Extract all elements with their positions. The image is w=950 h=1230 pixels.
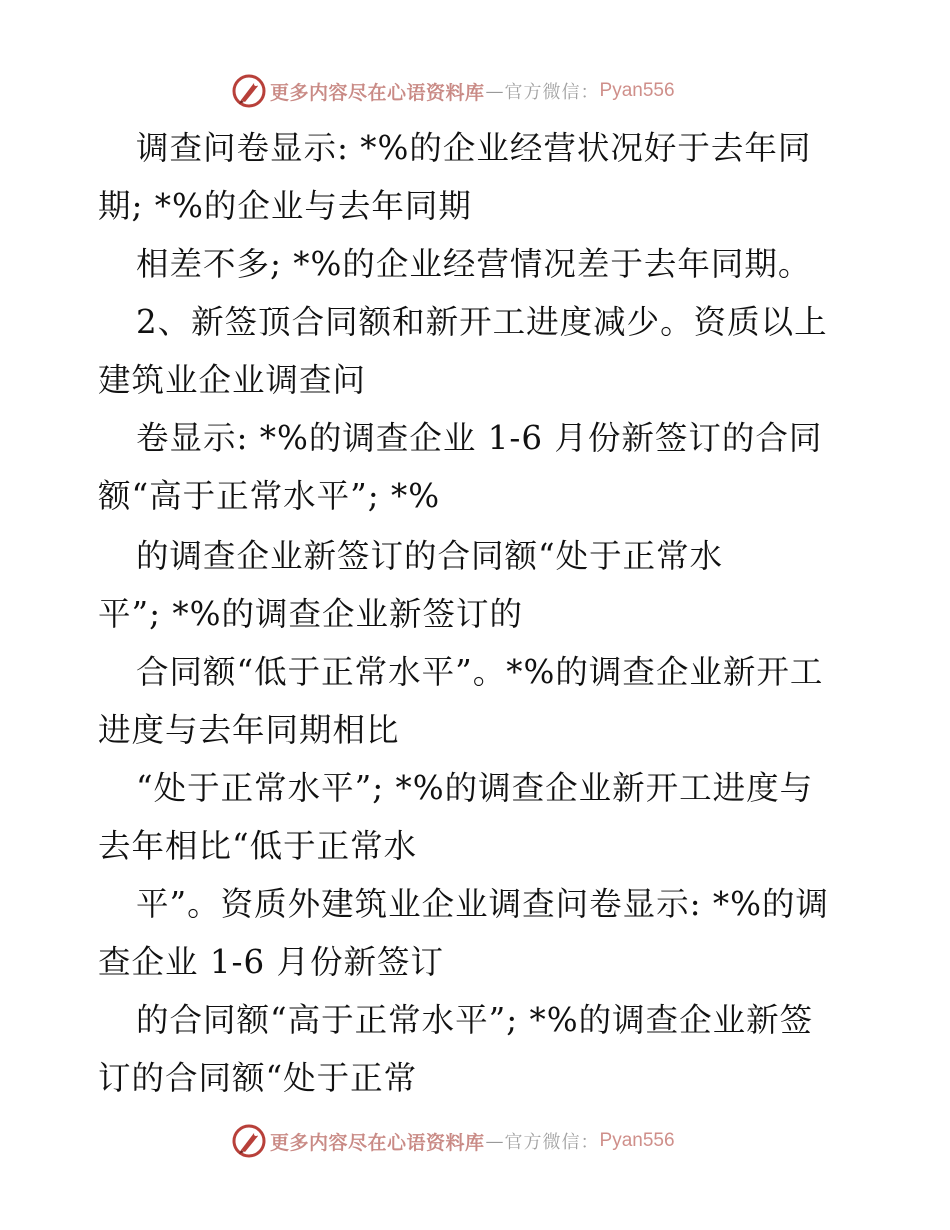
body-line-16: 的合同额“高于正常水平”; *%的调查企业新签 <box>136 1001 814 1039</box>
body-line-13: 去年相比“低于正常水 <box>98 827 418 865</box>
watermark-dash: — <box>485 1130 504 1152</box>
body-line-6: 卷显示: *%的调查企业 1-6 月份新签订的合同 <box>136 419 823 457</box>
pen-logo-icon <box>232 1124 266 1158</box>
body-line-15: 查企业 1-6 月份新签订 <box>98 943 444 981</box>
pen-logo-icon <box>232 74 266 108</box>
body-line-17: 订的合同额“处于正常 <box>98 1059 418 1097</box>
watermark-dash: — <box>485 80 504 102</box>
body-line-1: 调查问卷显示: *%的企业经营状况好于去年同 <box>136 129 812 167</box>
body-line-10: 合同额“低于正常水平”。*%的调查企业新开工 <box>136 653 824 691</box>
body-line-3: 相差不多; *%的企业经营情况差于去年同期。 <box>136 245 812 283</box>
watermark-main-text: 更多内容尽在心语资料库 <box>270 81 485 104</box>
watermark-official-label: 官方微信： <box>504 82 600 103</box>
body-line-4: 2、新签顶合同额和新开工进度减少。资质以上 <box>136 303 828 341</box>
footer-watermark <box>232 1124 675 1158</box>
body-line-11: 进度与去年同期相比 <box>98 711 400 749</box>
watermark-official-label: 官方微信： <box>504 1132 600 1153</box>
body-line-9: 平”; *%的调查企业新签订的 <box>98 595 524 633</box>
body-line-12: “处于正常水平”; *%的调查企业新开工进度与 <box>136 769 814 807</box>
watermark-id: Pyan556 <box>599 1130 675 1151</box>
body-line-2: 期; *%的企业与去年同期 <box>98 187 472 225</box>
body-line-7: 额“高于正常水平”; *% <box>98 477 441 515</box>
watermark-main-text: 更多内容尽在心语资料库 <box>270 1131 485 1154</box>
body-line-8: 的调查企业新签订的合同额“处于正常水 <box>136 537 724 575</box>
header-watermark <box>232 74 675 108</box>
body-line-14: 平”。资质外建筑业企业调查问卷显示: *%的调 <box>136 885 830 923</box>
watermark-id: Pyan556 <box>599 80 675 101</box>
body-line-5: 建筑业企业调查问 <box>98 361 367 399</box>
